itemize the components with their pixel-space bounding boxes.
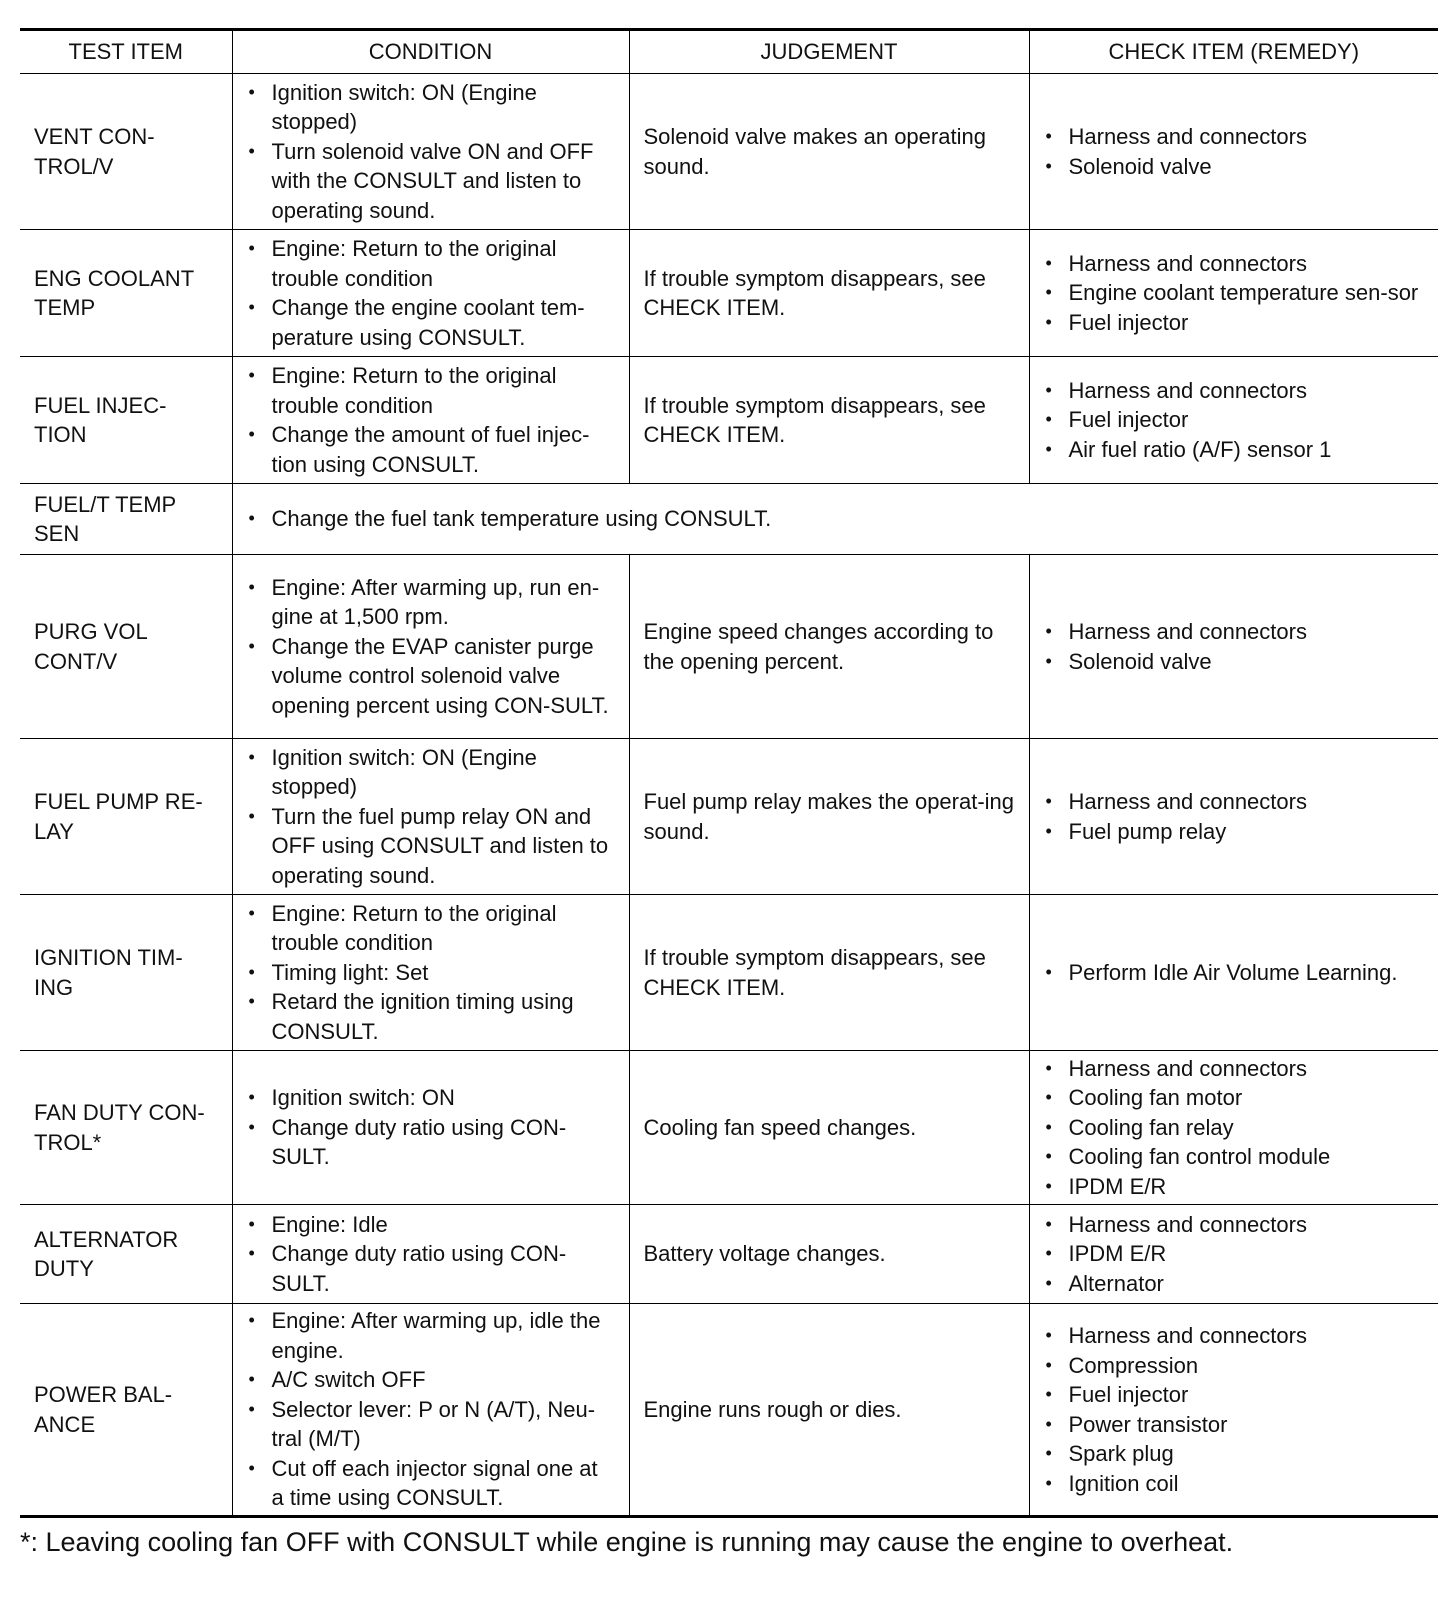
table-row — [20, 1051, 1438, 1205]
judgement-cell: Battery voltage changes. — [629, 1205, 1029, 1304]
condition-cell — [232, 1304, 629, 1517]
check-bullet: • IPDM E/R — [1044, 1172, 1425, 1202]
check-bullet: • Harness and connectors — [1044, 787, 1425, 817]
condition-cell — [232, 357, 629, 484]
condition-cell — [232, 895, 629, 1051]
check-bullet: • Alternator — [1044, 1269, 1425, 1299]
active-test-table — [20, 28, 1438, 1518]
condition-cell — [232, 74, 629, 230]
check-cell — [1029, 895, 1438, 1051]
check-cell — [1029, 1205, 1438, 1304]
check-bullet: • Cooling fan control module — [1044, 1142, 1425, 1172]
condition-bullet: • Engine: After warming up, run en-gine at 1,500 rpm. — [247, 573, 615, 632]
test-item-cell — [20, 1304, 232, 1517]
header-test-item: TEST ITEM — [20, 30, 232, 74]
condition-bullet: • Turn solenoid valve ON and OFF with the CONSULT and listen to operating sound. — [247, 137, 615, 226]
test-item-name: ENG COOLANT TEMP — [34, 265, 195, 320]
table-row — [20, 555, 1438, 739]
condition-bullet: • Timing light: Set — [247, 958, 615, 988]
check-bullet: • Harness and connectors — [1044, 1054, 1425, 1084]
check-cell — [1029, 1051, 1438, 1205]
check-bullet: • Harness and connectors — [1044, 376, 1425, 406]
table-header-row — [20, 30, 1438, 74]
condition-bullet: • Change the amount of fuel injec-tion using CONSULT. — [247, 420, 615, 479]
condition-bullet: • Cut off each injector signal one at a time using CONSULT. — [247, 1454, 615, 1513]
check-bullet: • Harness and connectors — [1044, 1210, 1425, 1240]
check-bullet: • Fuel pump relay — [1044, 817, 1425, 847]
test-item-cell — [20, 230, 232, 357]
judgement-cell: Engine runs rough or dies. — [629, 1304, 1029, 1517]
check-bullet: • IPDM E/R — [1044, 1239, 1425, 1269]
test-item-name: FUEL INJEC- TION — [34, 392, 167, 447]
test-item-name: IGNITION TIM- ING — [34, 945, 183, 1000]
table-row — [20, 230, 1438, 357]
condition-bullet: • Engine: After warming up, idle the engine. — [247, 1306, 615, 1365]
condition-bullet: • Engine: Return to the original trouble condition — [247, 361, 615, 420]
table-row — [20, 739, 1438, 895]
condition-bullet: • Change the EVAP canister purge volume control solenoid valve opening percent using CON-SULT. — [247, 632, 615, 721]
test-item-cell — [20, 555, 232, 739]
judgement-cell: If trouble symptom disappears, see CHECK ITEM. — [629, 357, 1029, 484]
condition-bullet: • Engine: Idle — [247, 1210, 615, 1240]
check-bullet: • Solenoid valve — [1044, 152, 1425, 182]
condition-cell — [232, 555, 629, 739]
condition-cell — [232, 739, 629, 895]
condition-bullet: • Selector lever: P or N (A/T), Neu-tral (M/T) — [247, 1395, 615, 1454]
footnote: *: Leaving cooling fan OFF with CONSULT while engine is running may cause the engine to overheat. — [20, 1527, 1234, 1557]
condition-bullet: • Change the engine coolant tem-perature using CONSULT. — [247, 293, 615, 352]
condition-cell — [232, 1205, 629, 1304]
header-condition: CONDITION — [232, 30, 629, 74]
check-bullet: • Harness and connectors — [1044, 249, 1425, 279]
table-row — [20, 1205, 1438, 1304]
spanning-condition-cell — [232, 484, 1438, 555]
check-bullet: • Ignition coil — [1044, 1469, 1425, 1499]
judgement-cell: If trouble symptom disappears, see CHECK ITEM. — [629, 895, 1029, 1051]
check-bullet: • Cooling fan relay — [1044, 1113, 1425, 1143]
condition-bullet: • A/C switch OFF — [247, 1365, 615, 1395]
check-bullet: • Harness and connectors — [1044, 617, 1425, 647]
check-bullet: • Harness and connectors — [1044, 1321, 1425, 1351]
check-cell — [1029, 739, 1438, 895]
check-bullet: • Fuel injector — [1044, 405, 1425, 435]
header-judgement: JUDGEMENT — [629, 30, 1029, 74]
table-row — [20, 74, 1438, 230]
check-bullet: • Air fuel ratio (A/F) sensor 1 — [1044, 435, 1425, 465]
condition-bullet: • Engine: Return to the original trouble condition — [247, 899, 615, 958]
check-cell — [1029, 357, 1438, 484]
check-bullet: • Perform Idle Air Volume Learning. — [1044, 958, 1425, 988]
check-cell — [1029, 230, 1438, 357]
test-item-cell — [20, 1051, 232, 1205]
check-bullet: • Power transistor — [1044, 1410, 1425, 1440]
judgement-cell: Cooling fan speed changes. — [629, 1051, 1029, 1205]
condition-bullet: • Change duty ratio using CON-SULT. — [247, 1113, 615, 1172]
document-page — [20, 28, 1438, 1560]
check-cell — [1029, 74, 1438, 230]
judgement-cell: Fuel pump relay makes the operat-ing sound. — [629, 739, 1029, 895]
test-item-name: FUEL/T TEMP SEN — [34, 491, 177, 546]
check-bullet: • Engine coolant temperature sen-sor — [1044, 278, 1425, 308]
table-row — [20, 1304, 1438, 1517]
condition-cell — [232, 230, 629, 357]
condition-bullet: • Turn the fuel pump relay ON and OFF using CONSULT and listen to operating sound. — [247, 802, 615, 891]
condition-bullet: • Ignition switch: ON (Engine stopped) — [247, 78, 615, 137]
test-item-cell — [20, 357, 232, 484]
condition-bullet: • Ignition switch: ON (Engine stopped) — [247, 743, 615, 802]
judgement-cell: Solenoid valve makes an operating sound. — [629, 74, 1029, 230]
condition-bullet: • Change duty ratio using CON-SULT. — [247, 1239, 615, 1298]
condition-bullet: • Retard the ignition timing using CONSULT. — [247, 987, 615, 1046]
judgement-cell: If trouble symptom disappears, see CHECK ITEM. — [629, 230, 1029, 357]
condition-bullet: • Ignition switch: ON — [247, 1083, 615, 1113]
check-bullet: • Fuel injector — [1044, 308, 1425, 338]
check-bullet: • Cooling fan motor — [1044, 1083, 1425, 1113]
test-item-name: POWER BAL- ANCE — [34, 1382, 173, 1437]
table-row — [20, 357, 1438, 484]
test-item-name: FAN DUTY CON- TROL* — [34, 1100, 205, 1155]
header-check-item: CHECK ITEM (REMEDY) — [1029, 30, 1438, 74]
condition-bullet: • Change the fuel tank temperature using CONSULT. — [247, 504, 1425, 534]
check-bullet: • Compression — [1044, 1351, 1425, 1381]
condition-bullet: • Engine: Return to the original trouble condition — [247, 234, 615, 293]
test-item-name: ALTERNATOR DUTY — [34, 1226, 179, 1281]
check-cell — [1029, 555, 1438, 739]
table-row — [20, 484, 1438, 555]
check-bullet: • Fuel injector — [1044, 1380, 1425, 1410]
test-item-cell — [20, 895, 232, 1051]
check-bullet: • Solenoid valve — [1044, 647, 1425, 677]
test-item-name: PURG VOL CONT/V — [34, 619, 148, 674]
judgement-cell: Engine speed changes according to the opening percent. — [629, 555, 1029, 739]
condition-cell — [232, 1051, 629, 1205]
check-bullet: • Spark plug — [1044, 1439, 1425, 1469]
test-item-name: VENT CON- TROL/V — [34, 124, 155, 179]
check-bullet: • Harness and connectors — [1044, 122, 1425, 152]
test-item-cell — [20, 739, 232, 895]
test-item-cell — [20, 484, 232, 555]
test-item-cell — [20, 1205, 232, 1304]
table-row — [20, 895, 1438, 1051]
check-cell — [1029, 1304, 1438, 1517]
test-item-cell — [20, 74, 232, 230]
test-item-name: FUEL PUMP RE- LAY — [34, 789, 203, 844]
